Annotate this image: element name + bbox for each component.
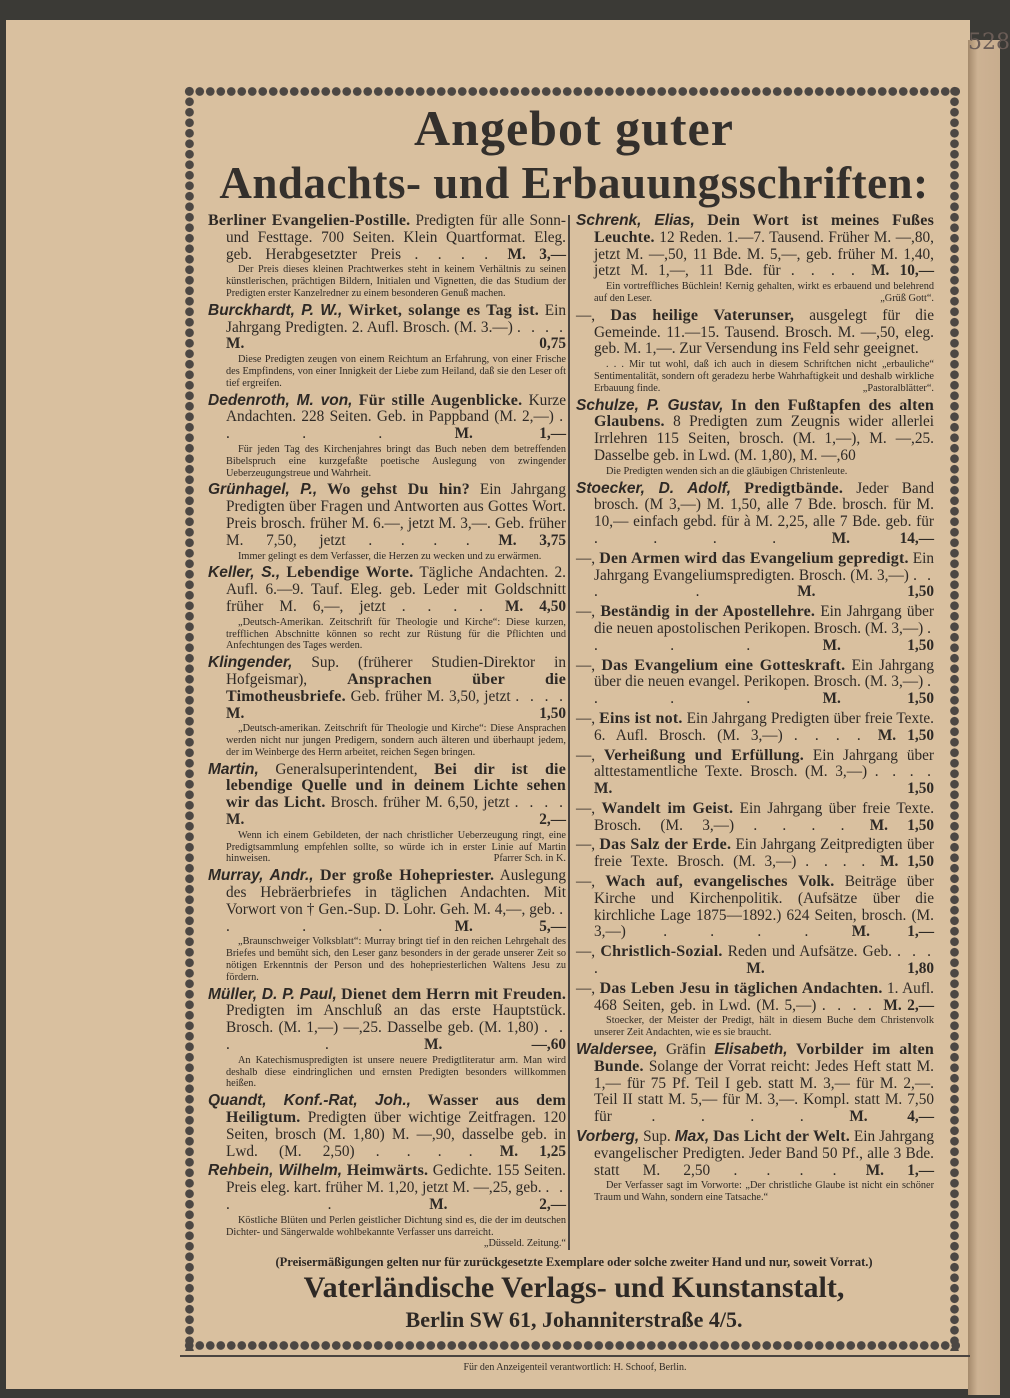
entry-text [576, 711, 934, 745]
book-entry [576, 398, 934, 478]
book-entry [208, 565, 566, 652]
entry-review [208, 444, 566, 479]
book-entry [576, 874, 934, 941]
book-entry [208, 303, 566, 390]
entry-price: M. 1,50 [226, 704, 566, 722]
dot-leader [517, 319, 566, 336]
entry-review [208, 551, 566, 563]
entry-description: Brosch. früher M. 6,50, jetzt [330, 794, 510, 812]
entry-description: Ein Jahrgang Evangeliumspredigten. Brosch. (M. 3,—) [594, 549, 935, 584]
ditto-dash: —, [576, 603, 596, 621]
left-column [208, 213, 566, 1250]
entry-title: In den Fußtapfen des alten Glaubens. [594, 396, 935, 431]
entry-title: Beständig in der Apostellehre. [600, 603, 816, 621]
dot-leader [515, 688, 566, 705]
entry-text [208, 303, 566, 353]
page-number: 528 [968, 30, 1010, 55]
entry-text [576, 801, 934, 835]
entry-review [208, 936, 566, 983]
entry-price: M. 10,— [871, 262, 935, 280]
book-entry [576, 1042, 934, 1126]
review-source: „Grüß Gott“. [880, 292, 934, 304]
entry-title: Berliner Evangelien-Postille. [208, 212, 411, 229]
entry-price: M. 1,— [851, 923, 935, 941]
entry-price: M. 1,50 [594, 780, 934, 798]
entry-author: Keller, S., [208, 564, 281, 582]
entry-title: Wo gehst Du hin? [327, 481, 470, 499]
entry-author: Dedenroth, M. von, [208, 391, 353, 409]
book-entry [208, 987, 566, 1091]
entry-title: Das Evangelium eine Gotteskraft. [601, 656, 846, 674]
book-entry [208, 655, 566, 759]
entry-text [576, 981, 934, 1015]
price-notice: (Preisermäßigungen gelten nur für zurückgesetzte Exemplare oder solche zweiter Hand und nur, soweit Vorrat.) [275, 1255, 873, 1270]
entry-title: Wach auf, evangelisches Volk. [605, 873, 835, 891]
entry-description: Solange der Vorrat reicht: Jedes Heft statt M. 1,— für 75 Pf. Teil I geb. statt M. 3,— für M. 2,—. Teil II statt M. 5,— für M. 3,—. Kompl. statt M. 7,50 für [594, 1057, 935, 1126]
entry-author: Quandt, Konf.-Rat, Joh., [208, 1092, 411, 1110]
entry-price: M. 1,50 [880, 853, 935, 871]
book-entry [576, 481, 934, 548]
review-text: Die Predigten wenden sich an die gläubigen Christenleute. [606, 465, 848, 477]
entry-title: Predigtbände. [744, 479, 844, 497]
review-text: „Deutsch-Amerikan. Zeitschrift für Theologie und Kirche“: Diese kurzen, trefflichen Abschnitte können so recht zur Rüstung für die Pflichten und Anfechtungen des Tages werden. [226, 616, 566, 652]
entry-text [576, 1042, 934, 1126]
entry-text [576, 551, 934, 601]
entry-description: Ein Jahrgang über die neuen apostolischen Perikopen. Brosch. (M. 3,—) [594, 603, 935, 637]
review-text: An Katechismuspredigten ist unsere neuere Predigtliteratur arm. Man wird deshalb diese eindringlichen und ernsten Predigten besonders willkommen heißen. [226, 1054, 566, 1090]
entry-title: Das heilige Vaterunser, [610, 306, 795, 324]
entry-author: Schrenk, Elias, [576, 212, 695, 229]
entry-text [208, 482, 566, 549]
review-text: Wenn ich einem Gebildeten, der nach christlicher Ueberzeugung ringt, eine Predigtsammlung empfehlen sollte, so würde ich in erster Linie auf Martin hinweisen. [226, 829, 566, 865]
entry-title: Der große Hohepriester. [319, 867, 495, 885]
ditto-dash: —, [576, 799, 596, 817]
book-entry [208, 213, 566, 300]
dot-leader [376, 1143, 500, 1160]
entry-text [576, 604, 934, 654]
review-source: „Pastoralblätter“. [862, 382, 934, 394]
entry-price: M. 1,50 [869, 816, 934, 834]
entry-description: Ein Jahrgang Predigten über Fragen und Antworten aus Gottes Wort. Preis brosch. früher M. 6.—, jetzt M. 3,—. Geb. früher M. 7,50, jetzt [226, 481, 566, 549]
entry-author: Vorberg, [576, 1128, 640, 1146]
review-source: „Düsseld. Zeitung.“ [483, 1238, 566, 1250]
dot-leader [805, 853, 880, 870]
entry-description: Beiträge über Kirche und Kirchenpolitik. (Aufsätze über die kirchliche Lage 1875—1892.) 624 Seiten, brosch. (M. 3,—) [594, 873, 934, 941]
entry-title: Das Licht der Welt. [713, 1128, 850, 1146]
entry-author-given-name: Elisabeth, [714, 1041, 788, 1059]
entry-description: Ein Jahrgang Predigten. 2. Aufl. Brosch. (M. 3.—) [226, 301, 567, 336]
review-text: Köstliche Blüten und Perlen geistlicher Dichtung sind es, die der im deutschen Dichter- und Sängerwalde wohlbekannte Verfasser uns darreicht. [226, 1214, 566, 1238]
entry-price: M. 4,— [849, 1108, 934, 1126]
book-entry [576, 981, 934, 1039]
entry-text [576, 658, 934, 708]
entry-author-title: Sup. (früherer Studien-Direktor in Hofgeismar), [226, 654, 566, 688]
entry-description: Predigten für alle Sonn- und Festtage. 700 Seiten. Klein Quartformat. Eleg. geb. Herabgesetzter Preis [226, 212, 566, 263]
dot-leader [651, 1108, 849, 1125]
entry-description: Tägliche Andachten. 2. Aufl. 6.—9. Tauf. Eleg. geb. Leder mit Goldschnitt früher M. 6,—, jetzt [226, 564, 566, 615]
entry-description: Kurze Andachten. 228 Seiten. Geb. in Pappband (M. 2,—) [226, 391, 566, 426]
entry-price: M. 1,— [454, 425, 566, 443]
entry-description: ausgelegt für die Gemeinde. 11.—15. Tausend. Brosch. M. —,50, eleg. geb. M. 1,—. Zur Versendung ins Feld sehr geeignet. [594, 306, 934, 358]
entry-price: M. 14,— [831, 529, 935, 547]
book-entry [576, 551, 934, 601]
right-column [576, 213, 934, 1250]
dot-leader [753, 817, 869, 834]
entry-description: Ein Jahrgang über freie Texte. Brosch. (M. 3,—) [594, 799, 935, 834]
review-text: Immer gelingt es dem Verfasser, die Herzen zu wecken und zu erwärmen. [238, 550, 542, 562]
advertisement-frame [184, 86, 960, 1351]
entry-price: M. 2,— [226, 811, 566, 829]
entry-title: Bei dir ist die lebendige Quelle und in deinem Lichte sehen wir das Licht. [226, 760, 567, 812]
entry-description: Ein Jahrgang über die neuen evangel. Perikopen. Brosch. (M. 3,—) [594, 656, 935, 691]
review-text: Stoecker, der Meister der Predigt, hält in diesem Buche dem Christenvolk unserer Zeit Andachten, wie es sie braucht. [594, 1015, 934, 1039]
dot-leader [594, 530, 832, 547]
review-source: Pfarrer Sch. in K. [493, 853, 566, 865]
entry-description: Ein Jahrgang über alttestamentliche Texte. Brosch. (M. 3,—) [594, 746, 935, 781]
entry-price: M. 0,75 [226, 335, 566, 353]
review-text: Diese Predigten zeugen von einem Reichtum an Erfahrung, von einer Frische des Empfindens, von einer Innigkeit der Liebe zum Heiland, daß sie den Leser oft tief ergreifen. [226, 354, 566, 389]
dot-leader [368, 532, 498, 549]
dot-border-top [184, 86, 960, 97]
book-binding [968, 40, 1000, 1395]
book-entry [576, 837, 934, 871]
entry-author: Müller, D. P. Paul, [208, 985, 337, 1003]
entry-text [576, 398, 934, 465]
book-entry [576, 213, 934, 305]
entry-text [576, 837, 934, 871]
entry-title: Den Armen wird das Evangelium gepredigt. [599, 549, 909, 567]
book-entry [576, 1129, 934, 1204]
dot-leader [791, 262, 871, 279]
ditto-dash: —, [576, 943, 596, 961]
entry-author-title: Generalsuperintendent, [275, 760, 418, 778]
ditto-dash: —, [576, 836, 596, 854]
entry-author: Stoecker, D. Adolf, [576, 479, 732, 497]
entry-description: Jeder Band brosch. (M 3,—) M. 1,50, alle 7 Bde. brosch. für M. 10,— einfach gebd. für à M. 2,25, alle 7 Bde. geb. für [594, 479, 935, 531]
entry-review [208, 830, 566, 865]
dot-border-left [184, 86, 195, 1351]
entry-title: Wandelt im Geist. [601, 799, 734, 817]
review-text: Der Preis dieses kleinen Prachtwerkes steht in keinem Verhältnis zu seinen künstlerischen, prächtigen Bildern, Initialen und Vignetten, die das Studium der Predigten erster Kanzelredner zu einem besonderen Genuß machen. [226, 264, 566, 299]
entry-author: Murray, Andr., [208, 867, 314, 885]
ditto-dash: —, [576, 979, 596, 997]
entry-author: Rehbein, Wilhelm, [208, 1162, 343, 1180]
entry-title: Christlich-Sozial. [600, 943, 723, 961]
entry-review [576, 1180, 934, 1204]
entry-price: M. 1,50 [877, 726, 935, 744]
entry-review [208, 1214, 566, 1250]
publisher-name: Vaterländische Verlags- und Kunstanstalt, [303, 1271, 845, 1305]
entry-text [208, 1163, 566, 1213]
review-text: Ein vortreffliches Büchlein! Kernig gehalten, wirkt es erbauend und belehrend auf den Leser. [594, 281, 934, 304]
dot-leader [733, 1162, 865, 1179]
book-entry [208, 1162, 567, 1250]
book-entry [576, 801, 934, 835]
entry-title: Für stille Augenblicke. [358, 391, 523, 409]
entry-description: Ein Jahrgang Zeitpredigten über freie Texte. Brosch. (M. 3,—) [594, 836, 935, 871]
entry-description: 8 Predigten zum Zeugnis wider allerlei Irrlehren 115 Seiten, brosch. (M. 1,—), M. —,25. Dasselbe geb. in Lwd. (M. 1,80), M. —,60 [594, 413, 934, 464]
entry-text [576, 308, 934, 358]
entry-review [576, 281, 934, 305]
entry-title: Das Leben Jesu in täglichen Andachten. [599, 979, 883, 997]
dot-leader [415, 246, 508, 263]
heading-line-2: Andachts- und Erbauungsschriften: [219, 158, 929, 208]
dot-leader [822, 997, 884, 1014]
book-entry [576, 748, 934, 798]
entry-text [576, 748, 934, 798]
entry-text [208, 762, 566, 829]
book-entry [576, 944, 934, 978]
advertisement-wrapper [180, 0, 970, 1395]
entry-review [208, 617, 566, 652]
publisher-address: Berlin SW 61, Johanniterstraße 4/5. [405, 1307, 743, 1333]
entry-title: Dein Wort ist meines Fußes Leuchte. [594, 212, 935, 246]
entry-review [576, 359, 934, 394]
ditto-dash: —, [576, 746, 596, 764]
entry-price: M. 3,— [507, 245, 567, 263]
entry-description: Reden und Aufsätze. Geb. [727, 943, 892, 961]
entry-text [576, 481, 934, 548]
footer-rule [180, 1355, 970, 1357]
entry-text [576, 213, 934, 280]
entry-description: Gedichte. 155 Seiten. Preis eleg. kart. früher M. 1,20, jetzt M. —,25, geb. [226, 1162, 566, 1197]
entry-review [208, 723, 566, 758]
review-text: . . . Mir tut wohl, daß ich auch in diesem Schriftchen nicht „erbauliche“ Sentimentalität, sondern oft geradezu herbe Wahrhaftigkeit und deshalb wirkliche Erbauung finde. [594, 359, 934, 394]
book-entry [208, 482, 566, 562]
dot-leader [402, 598, 505, 615]
book-entry [576, 604, 934, 654]
entry-text [576, 1129, 934, 1179]
entry-description: Ein Jahrgang Predigten über freie Texte. 6. Aufl. Brosch. (M. 3,—) [594, 709, 934, 744]
entry-title: Eins ist not. [599, 709, 683, 727]
dot-leader [663, 923, 852, 940]
entry-price: M. —,60 [424, 1036, 566, 1054]
entry-title: Ansprachen über die Timotheusbriefe. [226, 670, 567, 705]
entry-author: Klingender, [208, 654, 293, 672]
entry-description: 1. Aufl. 468 Seiten, geb. in Lwd. (M. 5,—) [594, 979, 934, 1014]
review-text: „Deutsch-amerikan. Zeitschrift für Theologie und Kirche“: Diese Ansprachen werden nicht nur jungen Predigern, sondern auch älteren und überhaupt jedem, der im Weinberge des Herrn arbeitet, reichen Segen bringen. [226, 723, 566, 758]
entry-title: Heimwärts. [346, 1162, 429, 1180]
ditto-dash: —, [576, 549, 596, 567]
entry-price: M. 3,75 [498, 531, 567, 549]
entry-price: M. 2,— [883, 996, 935, 1014]
ditto-dash: —, [576, 709, 596, 727]
entry-price: M. 1,80 [746, 960, 934, 978]
book-entry [208, 762, 566, 866]
entry-review [208, 1055, 566, 1090]
entry-author-title: Gräfin [665, 1041, 706, 1059]
entry-text [576, 944, 934, 978]
entry-author: Martin, [208, 760, 259, 778]
columns [208, 213, 940, 1250]
dot-leader [875, 763, 934, 780]
entry-text [208, 565, 566, 615]
entry-author-title: Sup. [643, 1128, 671, 1146]
ditto-dash: —, [576, 873, 596, 891]
entry-description: Auslegung des Hebräerbriefes in täglichen Andachten. Mit Vorwort von † Gen.-Sup. D. Lohr. Geh. M. 4,—, geb. [226, 867, 566, 918]
entry-author: Waldersee, [576, 1041, 658, 1059]
footer-imprint: Für den Anzeigenteil verantwortlich: H. Schoof, Berlin. [463, 1362, 687, 1374]
entry-description: Predigten im Anschluß an das erste Hauptstück. Brosch. (M. 1,—) —,25. Dasselbe geb. (M. 1,80) [226, 1002, 566, 1037]
book-entry [576, 711, 934, 745]
book-entry [208, 868, 566, 983]
entry-author: Burckhardt, P. W., [208, 301, 343, 319]
entry-description: Predigten über wichtige Zeitfragen. 120 Seiten, brosch (M. 1,80) M. —,90, dasselbe geb. in Lwd. (M. 2,50) [226, 1109, 566, 1160]
dot-leader [794, 727, 878, 744]
book-entry [208, 393, 566, 480]
entry-title: Lebendige Worte. [286, 564, 414, 582]
heading-line-1: Angebot guter [414, 100, 734, 156]
entry-price: M. 2,— [429, 1196, 567, 1213]
dot-leader [515, 794, 566, 811]
review-text: Der Verfasser sagt im Vorworte: „Der christliche Glaube ist nicht ein schöner Traum und Wahn, sondern eine Tatsache.“ [594, 1180, 934, 1204]
entry-text [208, 868, 566, 935]
book-entry [576, 658, 934, 708]
dot-border-right [949, 86, 960, 1351]
advertisement-content [184, 99, 960, 1340]
entry-price: M. 1,25 [499, 1142, 567, 1160]
entry-price: M. 4,50 [504, 597, 567, 615]
entry-title: Dienet dem Herrn mit Freuden. [341, 985, 567, 1003]
entry-text [208, 1093, 566, 1160]
entry-review [208, 264, 566, 299]
entry-review [208, 354, 566, 389]
entry-price: M. 1,50 [822, 636, 934, 654]
entry-price: M. 5,— [454, 917, 566, 935]
entry-author-given-name: Max, [674, 1128, 710, 1146]
entry-price: M. 1,50 [822, 690, 934, 708]
entry-text [208, 655, 566, 722]
dot-border-bottom [184, 1340, 960, 1351]
entry-description: Ein Jahrgang evangelischer Predigten. Jeder Band 50 Pf., alle 3 Bde. statt M. 2,50 [594, 1128, 935, 1179]
column-divider [568, 215, 570, 1250]
entry-text [576, 874, 934, 941]
entry-description: 12 Reden. 1.—7. Tausend. Früher M. —,80, jetzt M. —,50, 11 Bde. M. 5,—, geb. früher M. 1,40, jetzt M. 1,—, 11 Bde. für [594, 228, 935, 280]
entry-title: Das Salz der Erde. [599, 836, 732, 854]
entry-text [208, 987, 566, 1054]
book-entry [208, 1093, 566, 1160]
entry-price: M. 1,— [865, 1161, 934, 1179]
entry-review [576, 1015, 934, 1039]
book-entry [576, 308, 934, 395]
entry-text [208, 393, 566, 443]
entry-title: Wirket, solange es Tag ist. [348, 301, 539, 319]
review-text: „Braunschweiger Volksblatt“: Murray bringt tief in den reichen Lehrgehalt des Briefes und bemüht sich, den Leser ganz besonders in der gerade unserer Zeit so nötigen Erkenntnis der Person und des hohepriesterlichen Waltens Jesu zu fördern. [226, 936, 566, 983]
ditto-dash: —, [576, 656, 596, 674]
entry-price: M. 1,50 [797, 583, 935, 601]
entry-text [208, 213, 566, 263]
ditto-dash: —, [576, 306, 596, 324]
entry-author: Grünhagel, P., [208, 481, 318, 499]
entry-author: Schulze, P. Gustav, [576, 396, 724, 414]
entry-title: Vorbilder im alten Bunde. [594, 1041, 935, 1075]
entry-title: Wasser aus dem Heiligtum. [226, 1092, 566, 1127]
entry-title: Verheißung und Erfüllung. [604, 746, 804, 764]
entry-description: Geb. früher M. 3,50, jetzt [350, 687, 511, 705]
entry-review [576, 466, 934, 478]
review-text: Für jeden Tag des Kirchenjahres bringt das Buch neben dem betreffenden Bibelspruch eine kurzgefaßte poetische Auslegung von zwingender Ueberzeugungstreue und Wahrheit. [226, 443, 566, 479]
